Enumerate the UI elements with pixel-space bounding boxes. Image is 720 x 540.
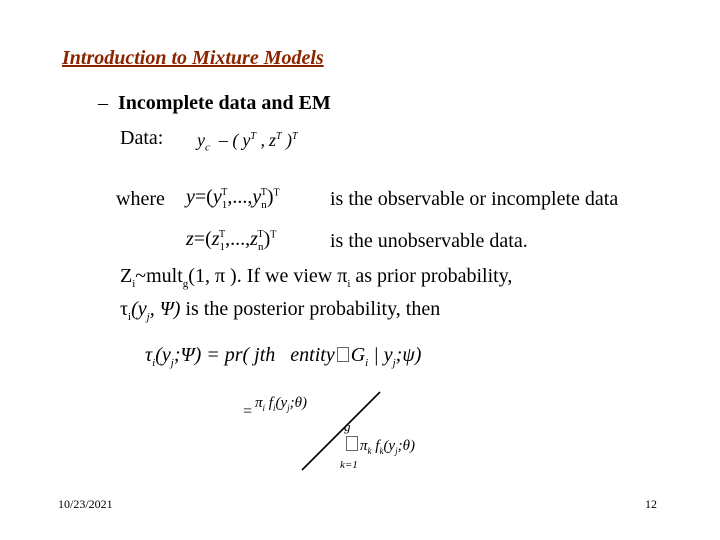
- bullet-dash: –: [98, 92, 108, 114]
- bullet-text: Incomplete data and EM: [118, 92, 331, 114]
- complete-data-equation: $y_c$ – ( $y^T$ , $z^T$ )$^T$: [197, 130, 298, 154]
- observable-equation: $y=(y_1^T,...,y_n^T)^T$: [186, 186, 280, 211]
- posterior-definition-equation: $\tau_i(y_j;\Psi) = pr$( jth entity $G_i$ | $y_j;\psi$): [145, 344, 422, 369]
- bayes-numerator: $\pi_i$ $f_i(y_j;\theta)$: [255, 395, 307, 413]
- sum-placeholder-icon: [346, 436, 358, 451]
- slide-title: Introduction to Mixture Models: [62, 47, 324, 69]
- footer-date: 10/23/2021: [58, 497, 113, 511]
- bayes-denominator: $\pi_k$ $f_k(y_j;\theta)$: [344, 436, 415, 456]
- unobservable-equation: $z=(z_1^T,...,z_n^T)^T$: [186, 228, 277, 253]
- data-label: Data:: [120, 127, 164, 149]
- page-number: 12: [645, 497, 657, 511]
- sum-upper-limit: g: [344, 419, 351, 434]
- tau-posterior-line: $\tau_i(y_j$, Ψ) is the posterior probability, then: [120, 298, 441, 323]
- sum-lower-limit: k=1: [340, 459, 358, 471]
- zi-distribution-line: $Z_i\sim mult_g(1$, π ). If we view $\pi_i$ as prior probability,: [120, 265, 513, 290]
- where-label: where: [116, 188, 165, 210]
- unobservable-description: is the unobservable data.: [330, 230, 528, 252]
- equals-sign: =: [242, 403, 253, 420]
- observable-description: is the observable or incomplete data: [330, 188, 619, 210]
